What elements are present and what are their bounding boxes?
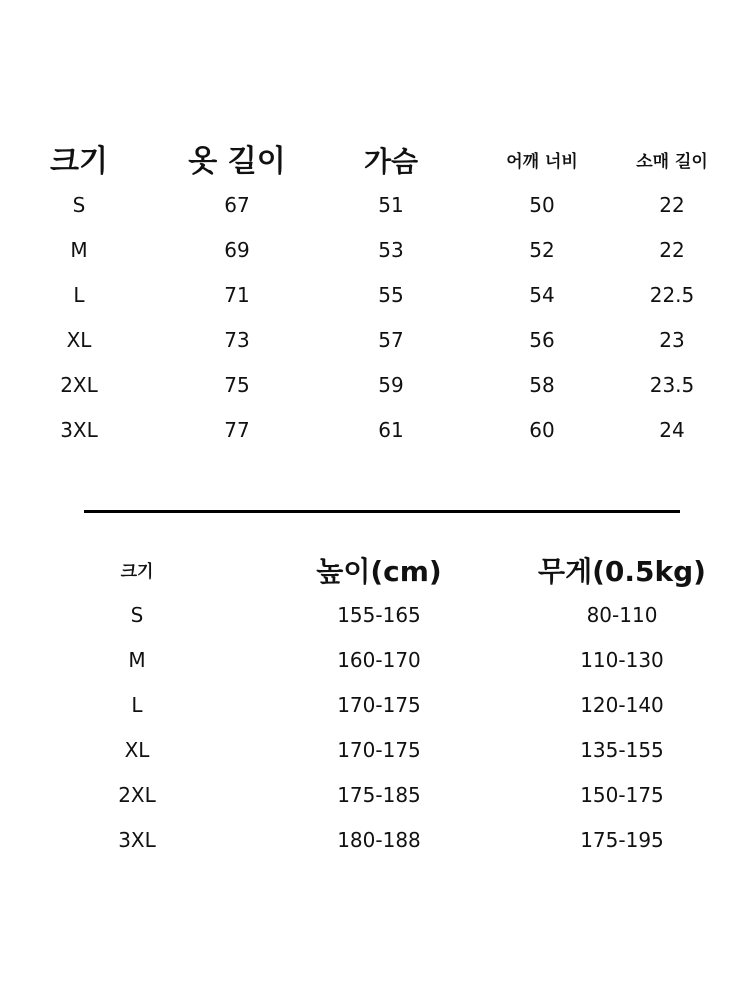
header-shoulder-width: 어깨 너비	[506, 152, 578, 172]
table-row	[0, 820, 750, 860]
table-row	[0, 410, 750, 450]
cell-sleeve-length: 24	[659, 418, 685, 442]
cell-chest: 61	[378, 418, 404, 442]
cell-chest: 57	[378, 328, 404, 352]
header-height: 높이(cm)	[316, 555, 442, 588]
cell-height: 180-188	[337, 828, 421, 852]
header-garment-length: 옷 길이	[188, 144, 286, 179]
table-row	[0, 230, 750, 270]
cell-chest: 59	[378, 373, 404, 397]
cell-weight: 135-155	[580, 738, 664, 762]
cell-garment-length: 67	[224, 193, 250, 217]
cell-height: 175-185	[337, 783, 421, 807]
cell-shoulder-width: 56	[529, 328, 555, 352]
cell-shoulder-width: 52	[529, 238, 555, 262]
cell-size: XL	[124, 738, 150, 762]
table-row	[0, 640, 750, 680]
table-row	[0, 365, 750, 405]
cell-sleeve-length: 23	[659, 328, 685, 352]
cell-sleeve-length: 22	[659, 193, 685, 217]
cell-height: 170-175	[337, 738, 421, 762]
table-row	[0, 320, 750, 360]
table-row	[0, 775, 750, 815]
cell-size: 2XL	[60, 373, 98, 397]
table-row	[0, 595, 750, 635]
cell-size: 3XL	[118, 828, 156, 852]
cell-size: 2XL	[118, 783, 156, 807]
header-weight: 무게(0.5kg)	[538, 555, 706, 588]
cell-chest: 55	[378, 283, 404, 307]
cell-garment-length: 77	[224, 418, 250, 442]
header-sleeve-length: 소매 길이	[636, 152, 708, 172]
fit-table-header	[0, 552, 750, 592]
table-row	[0, 685, 750, 725]
size-table-header	[0, 142, 750, 182]
cell-size: M	[128, 648, 146, 672]
cell-size: L	[73, 283, 85, 307]
cell-size: L	[131, 693, 143, 717]
header-size: 크기	[50, 144, 108, 179]
header-size: 크기	[120, 562, 154, 582]
cell-shoulder-width: 54	[529, 283, 555, 307]
header-chest: 가슴	[363, 145, 419, 178]
cell-garment-length: 73	[224, 328, 250, 352]
cell-height: 160-170	[337, 648, 421, 672]
cell-size: XL	[66, 328, 92, 352]
cell-size: M	[70, 238, 88, 262]
cell-size: 3XL	[60, 418, 98, 442]
table-row	[0, 185, 750, 225]
cell-weight: 150-175	[580, 783, 664, 807]
section-divider	[84, 510, 680, 513]
cell-garment-length: 69	[224, 238, 250, 262]
cell-weight: 175-195	[580, 828, 664, 852]
table-row	[0, 275, 750, 315]
cell-weight: 120-140	[580, 693, 664, 717]
cell-chest: 51	[378, 193, 404, 217]
cell-height: 155-165	[337, 603, 421, 627]
cell-weight: 80-110	[586, 603, 658, 627]
cell-shoulder-width: 58	[529, 373, 555, 397]
cell-shoulder-width: 50	[529, 193, 555, 217]
cell-sleeve-length: 22	[659, 238, 685, 262]
cell-garment-length: 75	[224, 373, 250, 397]
cell-height: 170-175	[337, 693, 421, 717]
cell-size: S	[130, 603, 144, 627]
cell-sleeve-length: 22.5	[649, 283, 695, 307]
cell-garment-length: 71	[224, 283, 250, 307]
table-row	[0, 730, 750, 770]
cell-sleeve-length: 23.5	[649, 373, 695, 397]
cell-shoulder-width: 60	[529, 418, 555, 442]
cell-size: S	[72, 193, 86, 217]
cell-chest: 53	[378, 238, 404, 262]
cell-weight: 110-130	[580, 648, 664, 672]
